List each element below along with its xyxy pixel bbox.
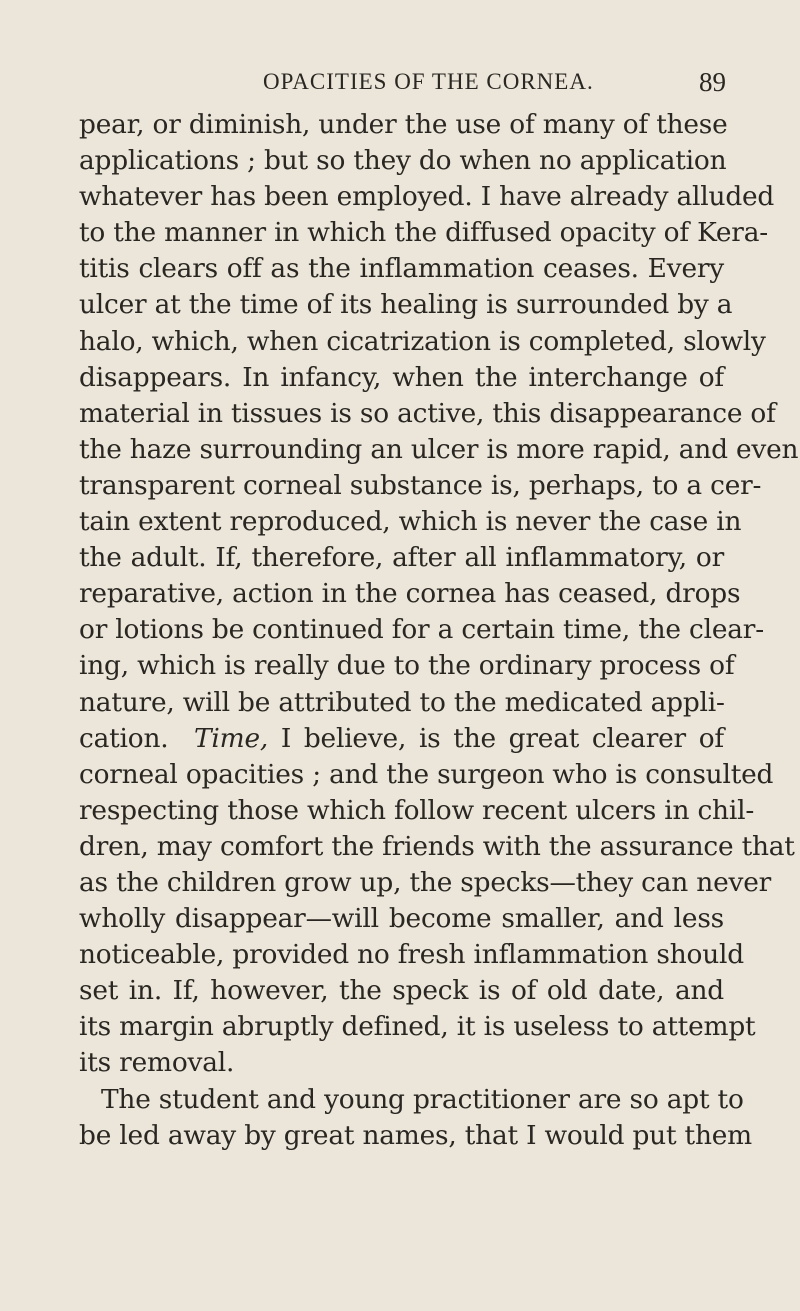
text-line-4: to the manner in which the diffused opacity of Kera- [79,217,768,249]
text-line-2: applications ; but so they do when no application [79,145,727,177]
text-line-13: the adult. If, therefore, after all inflammatory, or [79,542,724,574]
body-text [79,107,799,1154]
text-line-12: tain extent reproduced, which is never the case in [79,506,742,538]
text-line-15: or lotions be continued for a certain time, the clear- [79,614,764,646]
text-line-17: nature, will be attributed to the medicated appli- [79,686,725,718]
text-line-7: halo, which, when cicatrization is completed, slowly [79,325,766,357]
text-line-27: its removal. [79,1047,235,1079]
italic-emphasis: Time, [193,722,269,754]
text-line-1: pear, or diminish, under the use of many of these [79,109,728,140]
text-line-20: respecting those which follow recent ulcers in chil- [79,794,755,826]
text-line-18 [79,721,724,757]
text-line-22: as the children grow up, the specks—they can never [79,866,772,898]
text-line-25: set in. If, however, the speck is of old date, and [79,975,724,1007]
text-line-16: ing, which is really due to the ordinary process of [79,650,735,682]
running-head [0,64,800,100]
text-line-5: titis clears off as the inflammation ceases. Every [79,253,724,285]
text-line-10: the haze surrounding an ulcer is more rapid, and even [79,433,799,465]
text-line-8: disappears. In infancy, when the interchange of [79,361,724,393]
page-number: 89 [699,67,726,97]
text-line-14: reparative, action in the cornea has ceased, drops [79,578,741,610]
text-line-26: its margin abruptly defined, it is useless to attempt [79,1011,756,1043]
line-18-start: cation. [79,722,169,754]
running-head-title: OPACITIES OF THE CORNEA. [263,69,594,94]
text-line-24: noticeable, provided no fresh inflammation should [79,939,744,971]
text-line-6: ulcer at the time of its healing is surrounded by a [79,289,733,321]
text-line-19: corneal opacities ; and the surgeon who is consulted [79,758,774,790]
text-line-3: whatever has been employed. I have already alluded [79,181,775,213]
line-18-end: I believe, is the great clearer of [280,722,724,754]
text-line-11: transparent corneal substance is, perhaps, to a cer- [79,469,762,501]
text-line-28: The student and young practitioner are so apt to [101,1083,744,1115]
text-line-21: dren, may comfort the friends with the assurance that [79,830,795,862]
text-line-9: material in tissues is so active, this disappearance of [79,397,776,429]
text-line-23: wholly disappear—will become smaller, and less [79,903,724,935]
text-line-29: be led away by great names, that I would put them [79,1119,753,1151]
